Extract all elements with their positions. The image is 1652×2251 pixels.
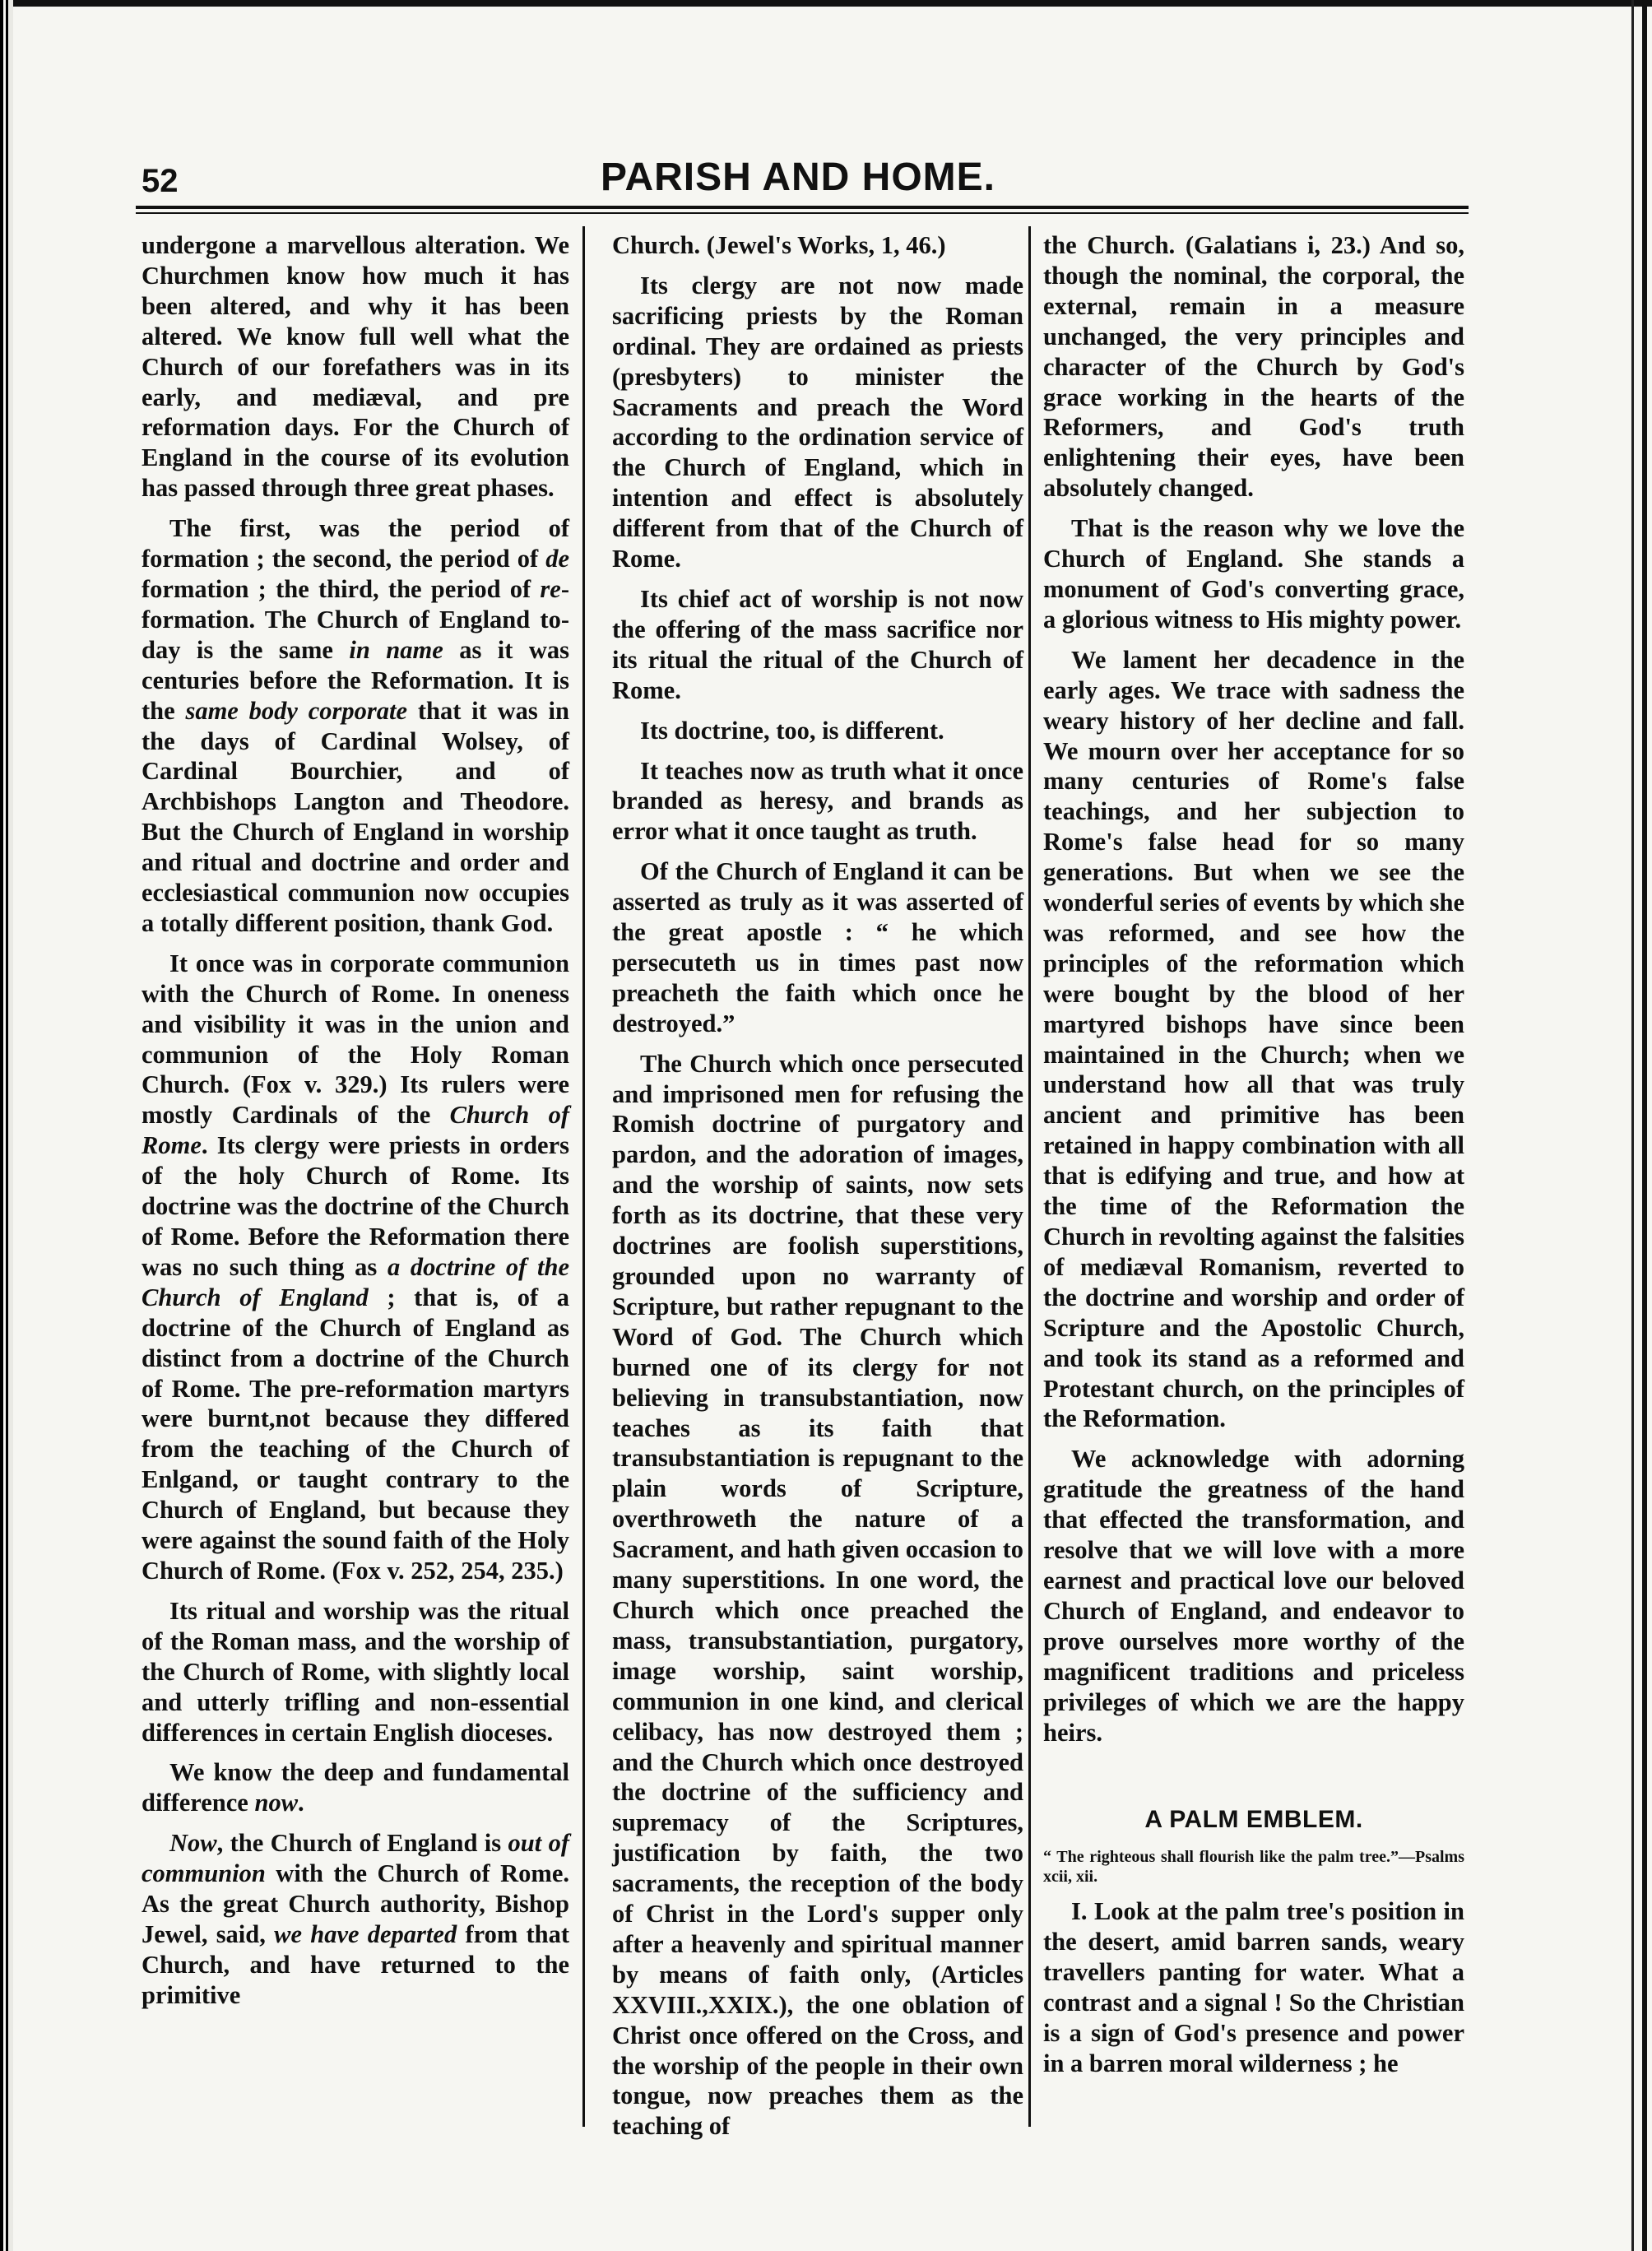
- palm-paragraph: I. Look at the palm tree's position in the desert, amid barren sands, weary travellers panting for water. What a contrast and a signal ! So the Christian is a sign of God's presence and power in a barren moral wilderness ; he: [1043, 1897, 1464, 2077]
- section-heading: A PALM EMBLEM.: [1144, 1806, 1363, 1834]
- paragraph: the Church. (Galatians i, 23.) And so, though the nominal, the corporal, the external, remain in a measure unchanged, the very principles and character of the Church by God's grace working in the hearts of the Reformers, and God's truth enlightening their eyes, have been absolutely changed.: [1043, 231, 1464, 503]
- paragraph: We lament her decadence in the early ages. We trace with sadness the weary history of her decline and fall. We mourn over her acceptance for so many centuries of Rome's false teachings, and her subjection to Rome's false head for so many generations. But when we see the wonderful series of events by which she was reformed, and see how the principles of the reformation which were bought by the blood of her martyred bishops have since been maintained in the Church; when we understand how all that was truly ancient and primitive has been retained in happy combination with all that is edifying and true, and how at the time of the Reformation the Church in revolting against the falsities of mediæval Romanism, reverted to the doctrine and worship and order of Scripture and the Apostolic Church, and took its stand as a reformed and Protestant church, on the principles of the Reformation.: [1043, 645, 1464, 1433]
- column-2: [612, 230, 1023, 2151]
- paragraph: Its chief act of worship is not now the offering of the mass sacrifice nor its ritual the ritual of the Church of Rome.: [612, 584, 1023, 704]
- page-number: 52: [142, 163, 179, 199]
- paragraph: We know the deep and fundamental difference now.: [142, 1758, 569, 1817]
- paragraph: We acknowledge with adorning gratitude the greatness of the hand that effected the transformation, and resolve that we will love with a more earnest and practical love our beloved Church of England, and endeavor to prove ourselves more worthy of the magnificent traditions and priceless privileges of which we are the happy heirs.: [1043, 1445, 1464, 1747]
- paragraph: Its clergy are not now made sacrificing priests by the Roman ordinal. They are ordained as priests (presbyters) to minister the Sacraments and preach the Word according to the ordination service of the Church of England, which in intention and effect is absolutely different from that of the Church of Rome.: [612, 271, 1023, 573]
- right-edge-line: [1631, 0, 1634, 2251]
- header-rule: [136, 206, 1469, 209]
- paragraph: That is the reason why we love the Church of England. She stands a monument of God's converting grace, a glorious witness to His mighty power.: [1043, 514, 1464, 634]
- paragraph: Church. (Jewel's Works, 1, 46.): [612, 231, 946, 259]
- paragraph: Its ritual and worship was the ritual of the Roman mass, and the worship of the Church of Rome, with slightly local and utterly trifling and non-essential differences in certain English dioceses.: [142, 1596, 569, 1747]
- page-header: [132, 146, 1464, 204]
- paragraph: It once was in corporate communion with the Church of Rome. In oneness and visibility it was in the union and communion of the Holy Roman Church. (Fox v. 329.) Its rulers were mostly Cardinals of the Church of Rome. Its clergy were priests in orders of the holy Church of Rome. Its doctrine was the doctrine of the Church of Rome. Before the Reformation there was no such thing as a doctrine of the Church of England ; that is, of a doctrine of the Church of England as distinct from a doctrine of the Church of Rome. The pre-reformation martyrs were burnt,not because they differed from the teaching of the Church of Enlgand, or taught contrary to the Church of England, but because they were against the sound faith of the Holy Church of Rome. (Fox v. 252, 254, 235.): [142, 949, 570, 1585]
- column-1: [142, 230, 569, 2021]
- column-divider-1: [582, 226, 585, 2127]
- column-3: [1043, 230, 1464, 2089]
- left-binding-edge: [0, 0, 13, 2251]
- paragraph: Now, the Church of England is out of communion with the Church of Rome. As the great Church authority, Bishop Jewel, said, we have departed from that Church, and have returned to the primitive: [142, 1829, 570, 2009]
- epigraph: “ The righteous shall flourish like the palm tree.”—Psalms xcii, xii.: [1043, 1848, 1464, 1887]
- header-rule-thin: [136, 212, 1469, 214]
- column-3-body: [1043, 230, 1464, 1747]
- paragraph: The Church which once persecuted and imprisoned men for refusing the Romish doctrine of purgatory and pardon, and the adoration of images, and the worship of saints, now sets forth as its doctrine, that these very doctrines are foolish superstitions, grounded upon no warranty of Scripture, but rather repugnant to the Word of God. The Church which burned one of its clergy for not believing in transubstantiation, now teaches as its faith that transubstantiation is repugnant to the plain words of Scripture, overthroweth the nature of a Sacrament, and hath given occasion to many superstitions. In one word, the Church which once preached the mass, transubstantiation, purgatory, image worship, saint worship, communion in one kind, and clerical celibacy, has now destroyed them ; and the Church which once destroyed the doctrine of the sufficiency and supremacy of the Scriptures, justification by faith, the two sacraments, the reception of the body of Christ in the Lord's supper only after a heavenly and spiritual manner by means of faith only, (Articles XXVIII.,XXIX.), the one oblation of Christ once offered on the Cross, and the worship of the people in their own tongue, now preaches them as the teaching of: [612, 1049, 1023, 2141]
- top-edge: [13, 0, 1652, 7]
- page-title: PARISH AND HOME.: [600, 155, 995, 199]
- paragraph: The first, was the period of formation ; the second, the period of de formation ; the third, the period of re-formation. The Church of England to-day is the same in name as it was centuries before the Reformation. It is the same body corporate that it was in the days of Cardinal Wolsey, of Cardinal Bourchier, and of Archbishops Langton and Theodore. But the Church of England in worship and ritual and doctrine and order and ecclesiastical communion now occupies a totally different position, thank God.: [142, 514, 569, 937]
- paragraph: Of the Church of England it can be asserted as truly as it was asserted of the great apostle : “ he which persecuteth us in times past now preacheth the faith which once he destroyed.”: [612, 857, 1023, 1037]
- right-edge: [1642, 0, 1647, 2251]
- paragraph: Its doctrine, too, is different.: [640, 716, 944, 745]
- paragraph: It teaches now as truth what it once branded as heresy, and brands as error what it once taught as truth.: [612, 756, 1023, 846]
- paragraph: undergone a marvellous alteration. We Churchmen know how much it has been altered, and why it has been altered. We know full well what the Church of our forefathers was in its early, and mediæval, and pre reformation days. For the Church of England in the course of its evolution has passed through three great phases.: [142, 231, 569, 503]
- column-divider-2: [1028, 226, 1031, 2127]
